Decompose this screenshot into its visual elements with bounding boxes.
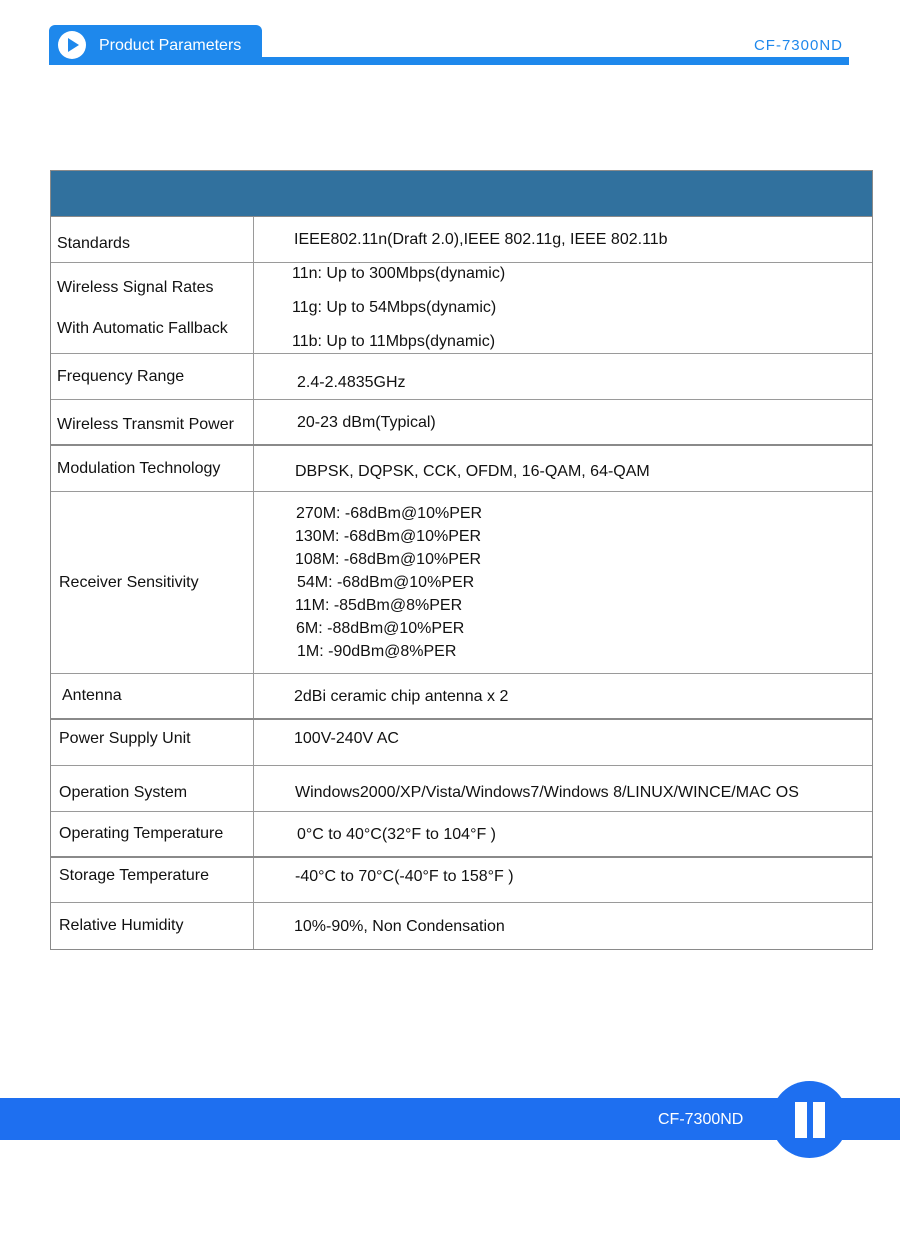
row-label: Operation System xyxy=(51,766,254,811)
header-rule xyxy=(49,57,849,65)
table-row xyxy=(51,766,872,812)
row-value: 11n: Up to 300Mbps(dynamic) 11g: Up to 54Mbps(dynamic) 11b: Up to 11Mbps(dynamic) xyxy=(292,265,506,350)
row-label: Wireless Signal Rates With Automatic Fallback xyxy=(51,263,254,353)
spec-table-header xyxy=(51,171,872,217)
row-value: 100V-240V AC xyxy=(294,730,399,747)
table-row xyxy=(51,903,872,949)
row-label: Relative Humidity xyxy=(51,903,254,949)
row-value: 2.4-2.4835GHz xyxy=(297,374,406,391)
row-label: Standards xyxy=(51,217,254,262)
row-label: Receiver Sensitivity xyxy=(51,492,254,673)
row-value: -40°C to 70°C(-40°F to 158°F ) xyxy=(295,867,514,885)
pause-icon-bar xyxy=(795,1102,807,1138)
spec-table xyxy=(50,170,873,950)
table-row xyxy=(51,446,872,492)
row-label: Frequency Range xyxy=(51,354,254,399)
table-row xyxy=(51,400,872,446)
row-value: 270M: -68dBm@10%PER 130M: -68dBm@10%PER 108M: -68dBm@10%PER 54M: -68dBm@10%PER 11M: -85dBm@8%PER 6M: -88dBm@10%PER 1M: -90dBm@8%PER xyxy=(295,505,483,660)
page-title: Product Parameters xyxy=(99,37,242,54)
row-label: Modulation Technology xyxy=(51,446,254,491)
row-value: IEEE802.11n(Draft 2.0),IEEE 802.11g, IEEE 802.11b xyxy=(294,231,668,248)
table-row xyxy=(51,812,872,858)
table-row xyxy=(51,263,872,354)
play-icon xyxy=(58,31,86,59)
row-label: Power Supply Unit xyxy=(51,720,254,765)
header-model: CF-7300ND xyxy=(753,37,843,54)
row-value: Windows2000/XP/Vista/Windows7/Windows 8/LINUX/WINCE/MAC OS xyxy=(295,784,799,801)
table-row xyxy=(51,858,872,903)
pause-icon-bar xyxy=(813,1102,825,1138)
row-label: Storage Temperature xyxy=(51,858,254,902)
table-row xyxy=(51,720,872,766)
row-label: Wireless Transmit Power xyxy=(51,400,254,444)
footer-bar xyxy=(0,1098,900,1140)
pause-icon xyxy=(771,1081,848,1158)
table-row xyxy=(51,354,872,400)
row-value: 2dBi ceramic chip antenna x 2 xyxy=(294,687,509,705)
row-value: 10%-90%, Non Condensation xyxy=(294,917,505,935)
row-value: 0°C to 40°C(32°F to 104°F ) xyxy=(297,825,497,843)
row-label: Antenna xyxy=(51,674,254,718)
row-label: Operating Temperature xyxy=(51,812,254,856)
table-row xyxy=(51,674,872,720)
row-value: 20-23 dBm(Typical) xyxy=(297,413,436,431)
row-value: DBPSK, DQPSK, CCK, OFDM, 16-QAM, 64-QAM xyxy=(295,463,650,480)
table-row xyxy=(51,492,872,674)
footer-model: CF-7300ND xyxy=(658,1111,744,1128)
